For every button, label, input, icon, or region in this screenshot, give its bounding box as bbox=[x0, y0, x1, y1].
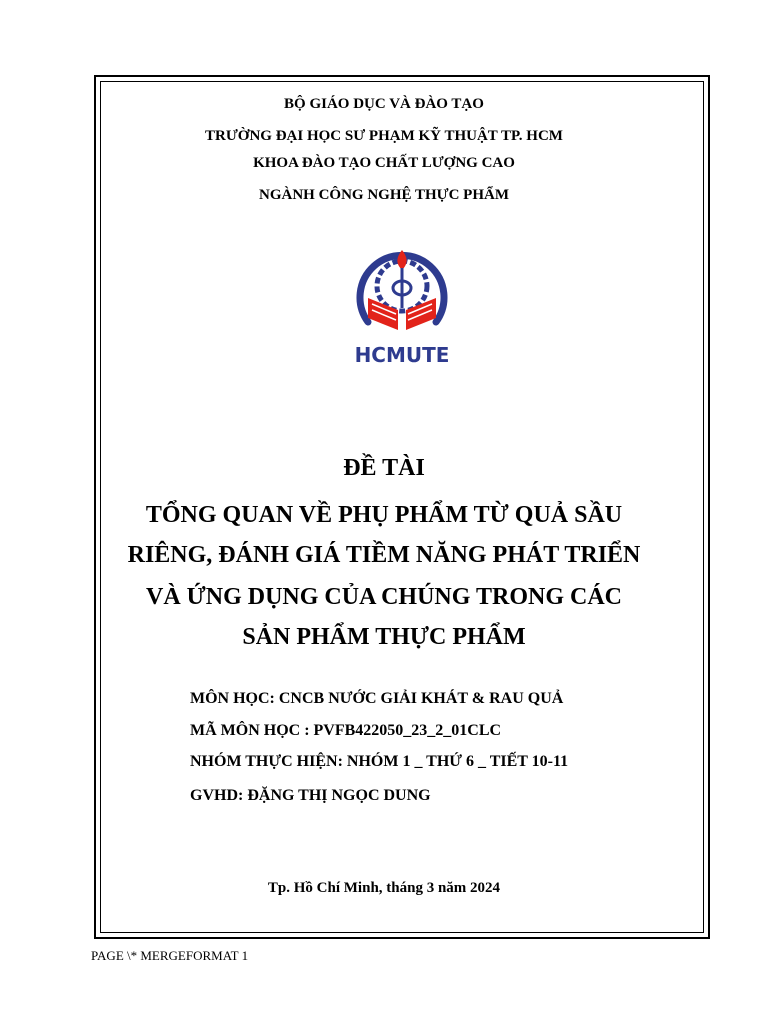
group-line: NHÓM THỰC HIỆN: NHÓM 1 _ THỨ 6 _ TIẾT 10-11 bbox=[190, 753, 569, 770]
course-code-line: MÃ MÔN HỌC : PVFB422050_23_2_01CLC bbox=[190, 722, 502, 739]
page-field-code: PAGE \* MERGEFORMAT 1 bbox=[91, 948, 249, 963]
advisor-line: GVHD: ĐẶNG THỊ NGỌC DUNG bbox=[190, 787, 431, 804]
thesis-title-line-2: RIÊNG, ĐÁNH GIÁ TIỀM NĂNG PHÁT TRIỂN bbox=[127, 542, 641, 568]
thesis-title-line-4: SẢN PHẨM THỰC PHẨM bbox=[242, 624, 526, 650]
logo-text: HCMUTE bbox=[354, 343, 450, 367]
thesis-title-line-3: VÀ ỨNG DỤNG CỦA CHÚNG TRONG CÁC bbox=[145, 584, 622, 610]
subject-line: MÔN HỌC: CNCB NƯỚC GIẢI KHÁT & RAU QUẢ bbox=[190, 690, 564, 707]
major-name: NGÀNH CÔNG NGHỆ THỰC PHẨM bbox=[259, 187, 509, 203]
hcmute-logo bbox=[350, 238, 454, 368]
faculty-name: KHOA ĐÀO TẠO CHẤT LƯỢNG CAO bbox=[253, 155, 515, 171]
thesis-label: ĐỀ TÀI bbox=[343, 455, 425, 481]
ministry-name: BỘ GIÁO DỤC VÀ ĐÀO TẠO bbox=[284, 96, 484, 112]
university-name: TRƯỜNG ĐẠI HỌC SƯ PHẠM KỸ THUẬT TP. HCM bbox=[205, 128, 563, 144]
thesis-title-line-1: TỔNG QUAN VỀ PHỤ PHẨM TỪ QUẢ SẦU bbox=[145, 502, 623, 528]
place-date: Tp. Hồ Chí Minh, tháng 3 năm 2024 bbox=[267, 880, 501, 896]
